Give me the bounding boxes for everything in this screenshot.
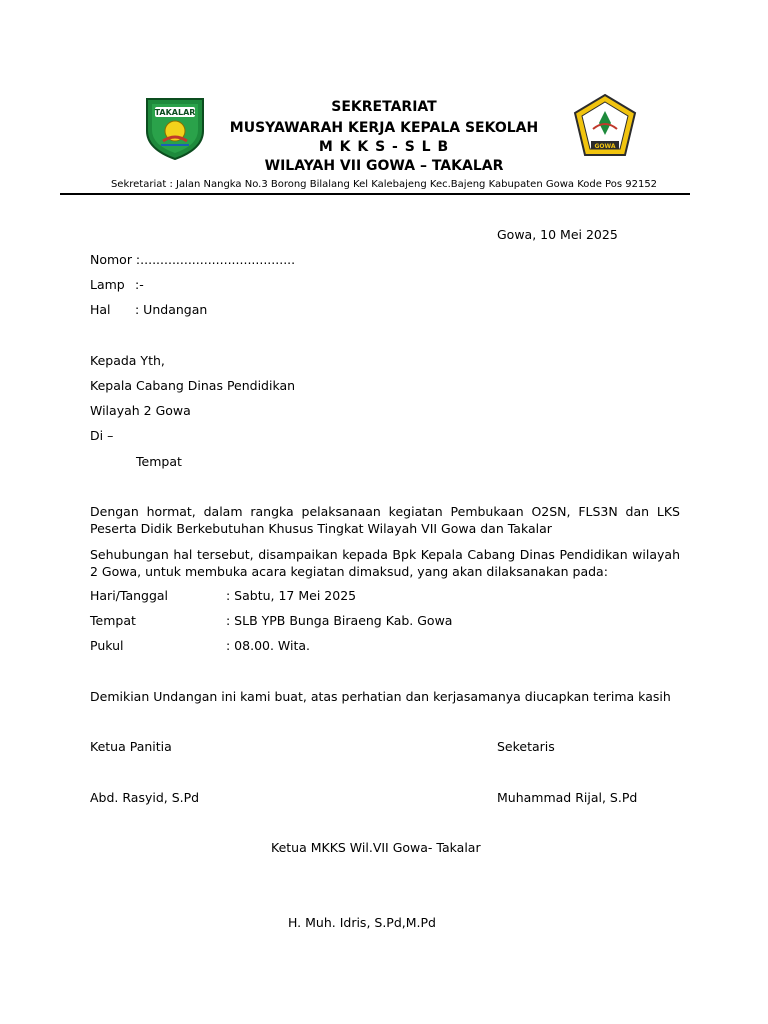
letterhead-divider (60, 193, 690, 195)
signature-right-title: Seketaris (497, 739, 555, 754)
letterhead-line-2: MUSYAWARAH KERJA KEPALA SEKOLAH (229, 120, 539, 136)
letterhead-address: Sekretariat : Jalan Nangka No.3 Borong Bilalang Kel Kalebajeng Kec.Bajeng Kabupaten Gowa Kode Pos 92152 (110, 179, 658, 190)
recipient-place: Tempat (136, 454, 182, 469)
lamp-value: :- (135, 277, 144, 292)
letter-date: Gowa, 10 Mei 2025 (497, 227, 618, 242)
hal-value: : Undangan (135, 302, 208, 317)
recipient-line-1: Kepala Cabang Dinas Pendidikan (90, 378, 296, 393)
takalar-logo-text: TAKALAR (154, 108, 196, 117)
lamp-label: Lamp (90, 277, 125, 292)
hal-label: Hal (90, 302, 111, 317)
body-paragraph-2: Sehubungan hal tersebut, disampaikan kepada Bpk Kepala Cabang Dinas Pendidikan wilayah 2 Gowa, untuk membuka acara kegiatan dimaksud, yang akan dilaksanakan pada: (90, 547, 680, 579)
recipient-line-3: Di – (90, 428, 114, 443)
gowa-logo-text: GOWA (594, 143, 616, 150)
nomor-line (90, 252, 295, 267)
nomor-value: ....................................... (140, 252, 296, 267)
signature-center-name: H. Muh. Idris, S.Pd,M.Pd (288, 915, 436, 930)
detail-value-time: : 08.00. Wita. (226, 638, 311, 653)
signature-center-title: Ketua MKKS Wil.VII Gowa- Takalar (271, 840, 481, 855)
detail-label-time: Pukul (90, 638, 124, 653)
signature-left-title: Ketua Panitia (90, 739, 172, 754)
recipient-line-2: Wilayah 2 Gowa (90, 403, 191, 418)
detail-label-place: Tempat (90, 613, 136, 628)
letterhead-line-4: WILAYAH VII GOWA – TAKALAR (264, 158, 504, 174)
letterhead-line-3: M K K S - S L B (318, 139, 450, 155)
detail-label-date: Hari/Tanggal (90, 588, 169, 603)
recipient-greeting: Kepada Yth, (90, 353, 165, 368)
signature-right-name: Muhammad Rijal, S.Pd (497, 790, 638, 805)
body-paragraph-1: Dengan hormat, dalam rangka pelaksanaan kegiatan Pembukaan O2SN, FLS3N dan LKS Peserta Didik Berkebutuhan Khusus Tingkat Wilayah VII Gowa dan Takalar (90, 504, 680, 536)
signature-left-name: Abd. Rasyid, S.Pd (90, 790, 200, 805)
nomor-label: Nomor : (90, 252, 141, 267)
detail-value-date: : Sabtu, 17 Mei 2025 (226, 588, 357, 603)
letterhead-line-1: SEKRETARIAT (331, 99, 437, 115)
detail-value-place: : SLB YPB Bunga Biraeng Kab. Gowa (226, 613, 453, 628)
closing-sentence: Demikian Undangan ini kami buat, atas perhatian dan kerjasamanya diucapkan terima kasih (90, 689, 671, 704)
